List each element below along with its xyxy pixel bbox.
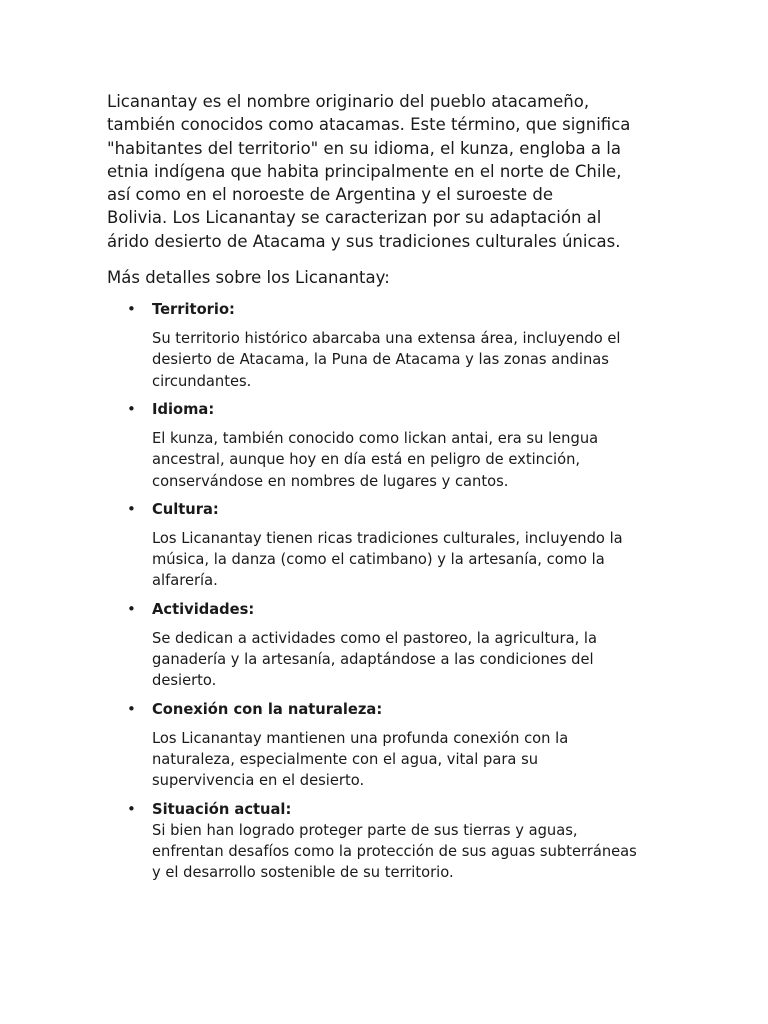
bullet-icon: •: [127, 300, 136, 319]
item-title: Territorio:: [152, 301, 235, 319]
item-title: Conexión con la naturaleza:: [152, 700, 383, 718]
item-title: Idioma:: [152, 400, 215, 418]
body-line: circundantes.: [152, 372, 252, 390]
body-line: Los Licanantay mantienen una profunda conexión con la: [152, 729, 569, 747]
list-item-cultura: [107, 499, 688, 592]
item-body: [152, 328, 662, 392]
bullet-icon: •: [127, 699, 136, 718]
item-body: [152, 820, 662, 884]
list-item-territorio: [107, 299, 688, 392]
body-line: supervivencia en el desierto.: [152, 772, 365, 790]
body-line: alfarería.: [152, 572, 218, 590]
bullet-icon: •: [127, 499, 136, 518]
intro-line: así como en el noroeste de Argentina y el suroeste de: [107, 185, 554, 205]
item-body: [152, 628, 662, 692]
intro-line: también conocidos como atacamas. Este término, que significa: [107, 115, 631, 135]
bullet-icon: •: [127, 799, 136, 818]
details-list: [107, 299, 688, 883]
item-body: [152, 428, 662, 492]
body-line: ganadería y la artesanía, adaptándose a las condiciones del: [152, 651, 594, 669]
item-body: [152, 528, 662, 592]
intro-line: Bolivia. Los Licanantay se caracterizan por su adaptación al: [107, 208, 602, 228]
body-line: conservándose en nombres de lugares y cantos.: [152, 472, 509, 490]
item-title: Situación actual:: [152, 800, 292, 818]
list-item-actividades: [107, 599, 688, 692]
body-line: desierto.: [152, 672, 217, 690]
item-body: [152, 728, 662, 792]
list-item-idioma: [107, 399, 688, 492]
body-line: desierto de Atacama, la Puna de Atacama y las zonas andinas: [152, 351, 609, 369]
body-line: música, la danza (como el catimbano) y la artesanía, como la: [152, 551, 605, 569]
body-line: Su territorio histórico abarcaba una extensa área, incluyendo el: [152, 330, 621, 348]
body-line: naturaleza, especialmente con el agua, vital para su: [152, 750, 539, 768]
intro-line: "habitantes del territorio" en su idioma, el kunza, engloba a la: [107, 138, 621, 158]
body-line: El kunza, también conocido como lickan antai, era su lengua: [152, 429, 599, 447]
intro-line: etnia indígena que habita principalmente en el norte de Chile,: [107, 161, 622, 181]
bullet-icon: •: [127, 599, 136, 618]
details-subheading: Más detalles sobre los Licanantay:: [107, 268, 390, 288]
body-line: Los Licanantay tienen ricas tradiciones culturales, incluyendo la: [152, 529, 623, 547]
item-title: Actividades:: [152, 600, 255, 618]
body-line: Si bien han logrado proteger parte de sus tierras y aguas,: [152, 821, 578, 839]
body-line: ancestral, aunque hoy en día está en peligro de extinción,: [152, 451, 581, 469]
list-item-situacion-actual: [107, 799, 688, 884]
intro-line: Licanantay es el nombre originario del pueblo atacameño,: [107, 92, 590, 111]
body-line: y el desarrollo sostenible de su territorio.: [152, 864, 454, 882]
body-line: enfrentan desafíos como la protección de sus aguas subterráneas: [152, 842, 637, 860]
intro-line: árido desierto de Atacama y sus tradiciones culturales únicas.: [107, 231, 621, 251]
item-title: Cultura:: [152, 500, 219, 518]
bullet-icon: •: [127, 399, 136, 418]
list-item-conexion-naturaleza: [107, 699, 688, 792]
intro-paragraph: [107, 90, 667, 253]
body-line: Se dedican a actividades como el pastoreo, la agricultura, la: [152, 629, 597, 647]
